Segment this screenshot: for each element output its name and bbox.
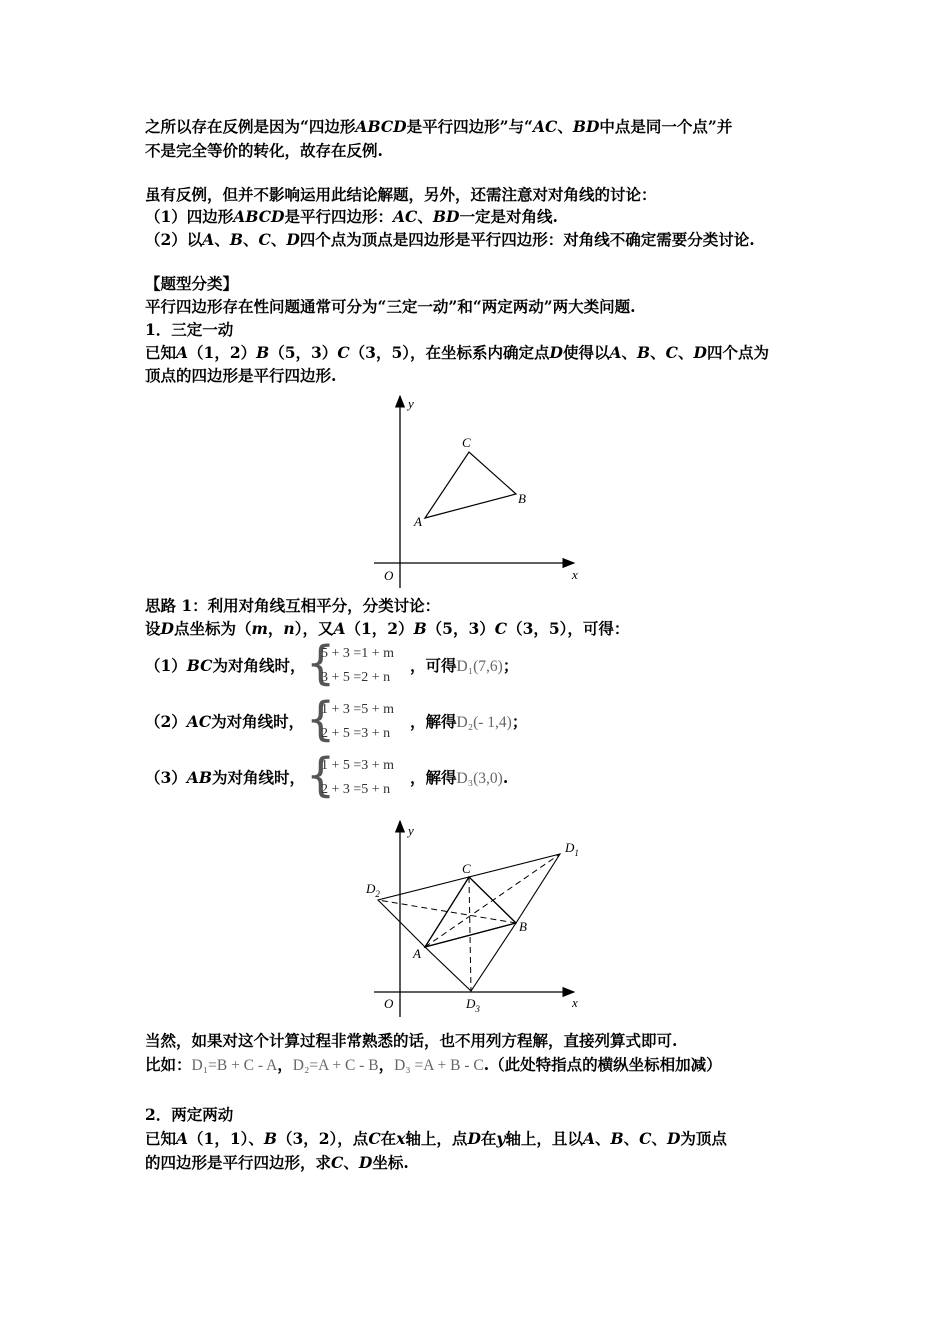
text: 坐标. [372,1153,409,1172]
case2-equations [321,698,394,746]
text: ； [511,712,528,731]
text: （2） [145,712,187,731]
text: . [502,768,509,787]
text: 已知 [145,1129,177,1148]
text: 使得以 [562,343,610,362]
text: ABCD [233,207,285,226]
text: ， [267,619,284,638]
text: B [263,1129,277,1148]
formula-d1: D₁=B + C - A [191,1057,278,1074]
text: A [333,619,346,638]
text: ， [378,1055,395,1074]
para2-line2 [145,206,558,228]
text: D [693,343,707,362]
triangle-abc [425,452,516,518]
text: 比如： [145,1055,192,1074]
case1-label [145,655,306,677]
text: 为顶点 [680,1129,727,1148]
point-a-label: A [413,946,421,961]
text: 、 [417,207,433,226]
point-c-label: C [462,435,471,450]
text: y [496,1129,506,1148]
case1-eq2: 3 + 5 =2 + n [321,670,391,685]
question1-line2: 顶点的四边形是平行四边形. [145,366,337,385]
case1-equations [321,642,394,690]
text: B [256,343,270,362]
shortcut-example [145,1054,722,1077]
text: AC [186,712,212,731]
idea1-setup [145,618,629,640]
question1-line1 [145,342,769,364]
origin-label: O [384,568,394,583]
text: （3，5），在坐标系内确定点 [349,343,550,362]
para1-line1 [145,116,732,138]
text: A [176,1129,189,1148]
text: ，可得 [410,656,457,675]
case3-label [145,767,305,789]
text: 设 [145,619,161,638]
text: （1，2） [188,343,257,362]
diagonal-c-d3 [469,877,471,991]
text: （1） [145,656,187,675]
text: 3 [475,1004,480,1014]
figure-triangle-abc [360,390,600,590]
text: 、 [650,343,666,362]
text: ，解得 [410,712,457,731]
case1-eq1: 5 + 3 =1 + m [321,646,395,661]
text: 轴上，点 [405,1129,468,1148]
text: ），又 [294,619,334,638]
text: B [229,230,243,249]
text: D [160,619,174,638]
figure-parallelograms [360,815,600,1020]
text: （5，3） [269,343,338,362]
case3-equations [321,754,394,802]
text: BC [186,656,213,675]
text: D [467,1129,481,1148]
subsection-2-title: 2．两定两动 [145,1105,234,1124]
text: BD [432,207,460,226]
case1-result [410,655,518,678]
text: （3） [145,768,187,787]
text: ； [502,656,519,675]
text: 四个点为 [706,343,769,362]
y-axis-label: y [408,396,414,411]
idea1-title: 思路 1：利用对角线互相平分，分类讨论： [145,596,441,615]
text: A [176,343,189,362]
question2-line1 [145,1128,727,1150]
text: C [331,1153,344,1172]
section-heading: 【题型分类】 [145,274,239,293]
point-d3-label [465,996,480,1014]
text: B [637,343,651,362]
text: 、 [214,230,230,249]
para2-line3 [145,229,755,251]
text: D [466,996,476,1011]
x-axis-label: x [572,567,578,582]
para1-line2: 不是完全等价的转化，故存在反例. [145,141,383,160]
text: ABCD [355,117,407,136]
text: 、 [242,230,259,249]
point-d2-label [365,881,380,899]
case3-eq1: 1 + 5 =3 + m [321,758,395,773]
formula-d2: D₂=A + C - B [292,1057,379,1074]
text: D [366,881,376,896]
text: 、 [623,1129,640,1148]
text: C [639,1129,652,1148]
question2-line2 [145,1152,409,1174]
text: C [258,230,271,249]
subsection-1-title: 1．三定一动 [145,320,234,339]
text: 2 [375,889,380,899]
text: C [494,619,508,638]
text: 、 [270,230,287,249]
case1-brace: { [306,636,336,690]
text: 已知 [145,343,177,362]
text: 、 [621,343,637,362]
text: B [610,1129,624,1148]
case3-result [410,767,508,790]
point-b-label: B [519,919,527,934]
text: D [565,840,575,855]
text: D [666,1129,681,1148]
case2-result-value: D₂(- 1,4) [456,714,512,731]
text: AC [532,117,558,136]
point-b-label: B [518,491,526,506]
text: C [665,343,678,362]
case2-result [410,711,527,734]
text: D [358,1153,373,1172]
text: 中点是同一个点”并 [599,117,733,136]
diagonal-a-d1 [425,854,560,947]
case3-brace: { [306,748,336,802]
point-c-label: C [462,861,471,876]
case1-result-value: D₁(7,6) [456,658,503,675]
text: 、 [343,1153,359,1172]
text: （2）以 [145,230,203,249]
text: A [202,230,215,249]
point-a-label: A [414,514,422,529]
case2-brace: { [306,692,336,746]
origin-label: O [384,996,394,1011]
formula-d3: D₃ =A + B - C [394,1057,484,1074]
text: n [283,619,295,638]
text: 点坐标为（ [173,619,252,638]
text: （3，5），可得： [507,619,630,638]
text: x [396,1129,406,1148]
case2-eq1: 1 + 3 =5 + m [321,702,395,717]
text: D [549,343,563,362]
text: ， [277,1055,293,1074]
text: 为对角线时， [211,712,305,731]
triangle-abc [425,877,516,947]
text: 在 [480,1129,497,1148]
text: 、 [594,1129,611,1148]
text: B [413,619,427,638]
text: 在 [380,1129,397,1148]
text: 、 [557,117,573,136]
text: C [368,1129,381,1148]
text: A [609,343,622,362]
text: （5，3） [426,619,495,638]
text: m [251,619,268,638]
case3-eq2: 2 + 3 =5 + n [321,782,391,797]
case3-result-value: D₃(3,0) [456,770,503,787]
y-axis-label: y [408,823,414,838]
point-d1-label [564,840,579,858]
text: （1，1）、 [188,1129,264,1148]
x-axis-label: x [572,995,578,1010]
text: 是平行四边形”与“ [406,117,533,136]
text: ，解得 [410,768,457,787]
case2-label [145,711,304,733]
text: （1）四边形 [145,207,234,226]
text: AB [186,768,212,787]
para2-line1: 虽有反例，但并不影响运用此结论解题，另外，还需注意对对角线的讨论： [145,185,657,204]
text: A [582,1129,595,1148]
text: D [286,230,300,249]
text: （3，2），点 [276,1129,369,1148]
text: AC [393,207,418,226]
text: BD [572,117,600,136]
text: 、 [677,343,694,362]
text: 的四边形是平行四边形，求 [145,1153,332,1172]
text: 、 [651,1129,667,1148]
text: 是平行四边形： [284,207,394,226]
text: 一定是对角线. [459,207,558,226]
shortcut-note: 当然，如果对这个计算过程非常熟悉的话，也不用列方程解，直接列算式即可. [145,1031,678,1050]
case2-eq2: 2 + 5 =3 + n [321,726,391,741]
section-intro: 平行四边形存在性问题通常可分为“三定一动”和“两定两动”两大类问题. [145,297,636,316]
text: 1 [574,848,579,858]
text: 为对角线时， [211,768,305,787]
text: 之所以存在反例是因为“四边形 [145,117,356,136]
text: .（此处特指点的横纵坐标相加减） [483,1055,722,1074]
text: 为对角线时， [212,656,306,675]
text: C [337,343,350,362]
text: 四个点为顶点是四边形是平行四边形：对角线不确定需要分类讨论. [299,230,755,249]
text: 轴上，且以 [505,1129,583,1148]
text: （1，2） [345,619,414,638]
